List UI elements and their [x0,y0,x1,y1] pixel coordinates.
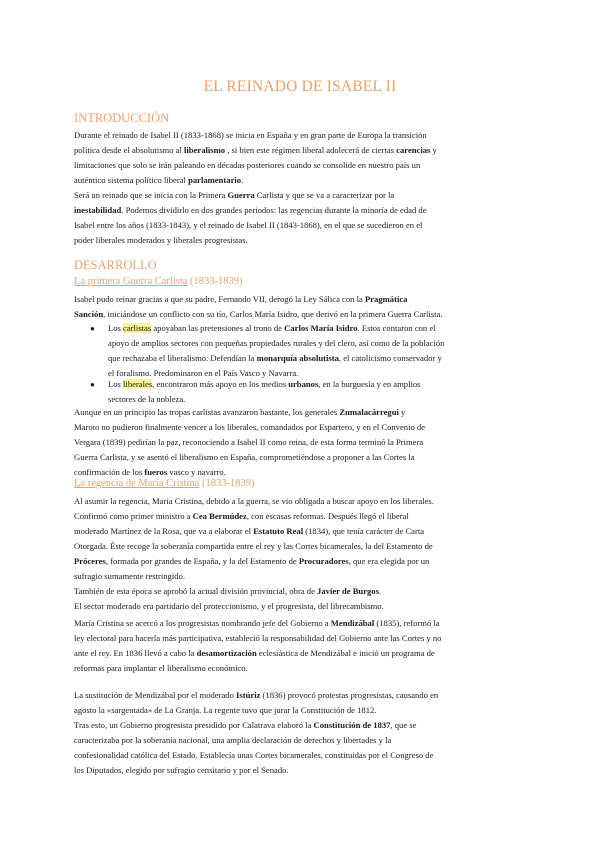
regencia-paragraph-2: María Cristina se acercó a los progresistas nombrando jefe del Gobierno a Mendizábal (1835), reformó la ley electoral para hacerla más participativa, estableció la responsabilidad del Gobierno ante las Cortes y no ante el rey. En 1836 llevó a cabo la desamortización eclesiástica de Mendizábal e inició un programa de reformas para implantar el liberalismo económico. [74,618,442,673]
guerra-paragraph-2: Aunque en un principio las tropas carlistas avanzaron bastante, los generales Zumalacárregui y Maroto no pudieron finalmente vencer a los liberales, comandados por Espartero, y en el Convenio de Vergara (1839) pedirían la paz, reconociendo a Isabel II como reina, de esta forma terminó la Primera Guerra Carlista, y se asentó el liberalismo en España, comprometiéndose a proponer a las Cortes la confirmación de los fueros vasco y navarro. [74,407,426,477]
intro-line-5: Será un reinado que se inicia con la Primera Guerra Carlista y que se va a caracterizar por la [74,190,395,200]
guerra-line-1: Isabel pudo reinar gracias a que su padre, Fernando VII, derogó la Ley Sálica con la Pragmática [74,294,408,304]
desarrollo-heading: DESARROLLO [74,258,157,272]
intro-paragraph [74,128,526,248]
document-title: EL REINADO DE ISABEL II [203,78,397,95]
intro-line-4: auténtico sistema político liberal parlamentario. [74,175,244,185]
intro-line-3: limitaciones que solo se irán paleando en décadas posteriores cuando se consolide en nuestro país un [74,160,421,170]
regencia-paragraph-1: Al asumir la regencia, María Cristina, debido a la guerra, se vio obligada a buscar apoyo en los liberales. Confirmó como primer ministro a Cea Bermúdez, con escasas reformas. Después llegó el liberal moderado Martínez de la Rosa, que va a elaborar el Estatuto Real (1834), que tenía carácter de Carta Otorgada. Éste recoge la soberanía compartida entre el rey y las Cortes bicamerales, la del Estamento de Próceres, formada por grandes de España, y la del Estamento de Procuradores, que era elegida por un sufragio sumamente restringido. También de esta época se aprobó la actual división provincial, obra de Javier de Burgos. El sector moderado era partidario del proteccionismo, y el progresista, del librecambismo. [74,496,434,611]
list-item-carlistas: ● Los carlistas apoyaban las pretensiones al trono de Carlos María Isidro. Estos contaron con el apoyo de amplios sectores con pequeñas propiedades rurales y del clero, así como de la población que rechazaba el liberalismo. Defendían la monarquía absolutista, el catolicismo conservador y el foralismo. Predominaron en el País Vasco y Navarra. [90,323,445,378]
highlight-carlistas: carlistas [123,323,152,333]
list-item-liberales: ● Los liberales, encontraron más apoyo en los medios urbanos, en la burguesía y en amplios sectores de la nobleza. [90,379,421,404]
highlight-liberales: liberales [123,379,153,389]
regencia-paragraph-3: La sustitución de Mendizábal por el moderado Istúriz (1836) provocó protestas progresistas, causando en agosto la «sargentada» de La Granja. La regente tuvo que jurar la Constitución de 1812. Tras esto, un Gobierno progresista presidido por Calatrava elaboró la Constitución de 1837, que se caracterizaba por la soberanía nacional, una amplia declaración de derechos y libertades y la confesionalidad católica del Estado. Establecía unas Cortes bicamerales, constituidas por el Congreso de los Diputados, elegido por sufragio censitario y por el Senado. [74,690,439,775]
regencia-heading: La regencia de María Cristina (1833-1839) [74,478,255,489]
intro-line-7: Isabel entre los años (1833-1843), y el reinado de Isabel II (1843-1868), en el que se sucedieron en el [74,220,423,230]
bullet-icon: ● [90,324,95,333]
guerra-line-2: Sanción, iniciándose un conflicto con su tío, Carlos María Isidro, que derivó en la primera Guerra Carlista. [74,309,443,319]
intro-line-2: política desde el absolutismo al liberalismo , si bien este régimen liberal adolecerá de ciertas carencias y [74,145,437,155]
guerra-carlista-heading: La primera Guerra Carlista (1833-1839) [74,276,243,287]
intro-line-1: Durante el reinado de Isabel II (1833-1868) se inicia en España y en gran parte de Europa la transición [74,130,427,140]
intro-line-6: inestabilidad. Podemos dividirlo en dos grandes periodos: las regencias durante la minoría de edad de [74,205,427,215]
intro-line-8: poder liberales moderados y liberales progresistas. [74,235,248,245]
intro-heading: INTRODUCCIÓN [74,111,170,125]
bullet-icon: ● [90,380,95,389]
guerra-paragraph-1 [74,292,526,322]
